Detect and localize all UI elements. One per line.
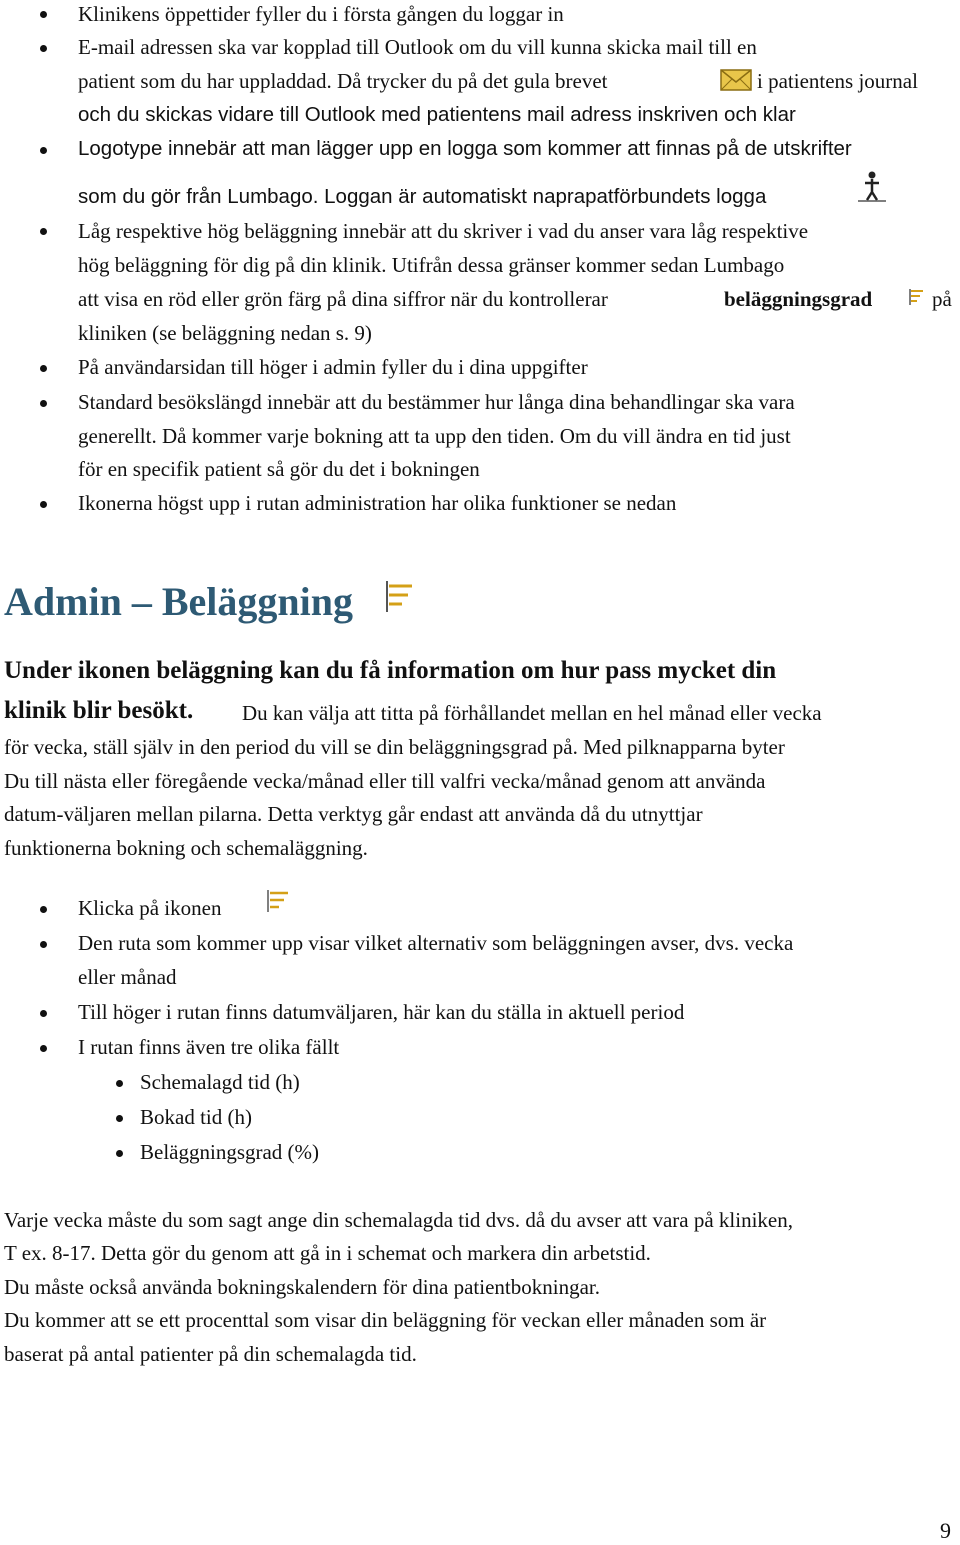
bullet-text: för en specifik patient så gör du det i bokningen [78,457,480,481]
intro-bold-line: Under ikonen beläggning kan du få information om hur pass mycket din [4,657,777,684]
bullet [40,501,47,508]
bullet-text: och du skickas vidare till Outlook med patientens mail adress inskriven och klar [78,103,796,126]
outro-text: Du måste också använda bokningskalendern för dina patientbokningar. [4,1275,600,1299]
bullet-text-bold: beläggningsgrad [724,287,873,311]
bullet [40,228,47,235]
intro-text: Du kan välja att titta på förhållandet mellan en hel månad eller vecka [242,701,822,725]
intro-text: datum-väljaren mellan pilarna. Detta verktyg går endast att använda då du utnyttjar [4,802,703,826]
bullet [40,1045,47,1052]
bullet [40,400,47,407]
bullet [40,365,47,372]
bullet-text: På användarsidan till höger i admin fyller du i dina uppgifter [78,355,588,379]
bullet [40,1010,47,1017]
bullet-text: Klicka på ikonen [78,896,222,920]
bullet-text: i patientens journal [757,69,918,93]
section-heading: Admin – Beläggning [4,579,353,624]
bullet-text: Ikonerna högst upp i rutan administration har olika funktioner se nedan [78,491,677,515]
bullet-text: patient som du har uppladdad. Då trycker du på det gula brevet [78,69,608,93]
sub-bullet [116,1080,123,1087]
intro-bold-line: klinik blir besökt. [4,697,194,724]
occupancy-icon [384,580,418,614]
outro-text: Varje vecka måste du som sagt ange din schemalagda tid dvs. då du avser att vara på kliniken, [4,1208,793,1232]
naprapat-logo-icon [856,170,888,204]
bullet-text: hög beläggning för dig på din klinik. Utifrån dessa gränser kommer sedan Lumbago [78,253,785,277]
bullet-text: Klinikens öppettider fyller du i första gången du loggar in [78,2,564,26]
bullet-text: eller månad [78,965,177,989]
bullet-text: Den ruta som kommer upp visar vilket alternativ som beläggningen avser, dvs. vecka [78,931,794,955]
bullet-text: Till höger i rutan finns datumväljaren, här kan du ställa in aktuell period [78,1000,685,1024]
outro-text: Du kommer att se ett procenttal som visar din beläggning för veckan eller månaden som är [4,1308,767,1332]
sub-bullet [116,1115,123,1122]
occupancy-icon [266,889,292,913]
bullet [40,906,47,913]
bullet-text: E-mail adressen ska var kopplad till Outlook om du vill kunna skicka mail till en [78,35,757,59]
bullet-text: att visa en röd eller grön färg på dina siffror när du kontrollerar [78,287,608,311]
intro-text: Du till nästa eller föregående vecka/månad eller till valfri vecka/månad genom att använda [4,769,766,793]
bullet-text: generellt. Då kommer varje bokning att ta upp den tiden. Om du vill ändra en tid just [78,424,791,448]
bullet [40,11,47,18]
bullet-text: kliniken (se beläggning nedan s. 9) [78,321,372,345]
bullet [40,45,47,52]
bullet [40,147,47,154]
sub-bullet [116,1150,123,1157]
outro-text: baserat på antal patienter på din schemalagda tid. [4,1342,417,1366]
bullet-text: Logotype innebär att man lägger upp en logga som kommer att finnas på de utskrifter [78,137,852,160]
intro-text: för vecka, ställ själv in den period du vill se din beläggningsgrad på. Med pilknapparna byter [4,735,785,759]
bullet [40,941,47,948]
bullet-text: Låg respektive hög beläggning innebär att du skriver i vad du anser vara låg respektive [78,219,809,243]
outro-text: T ex. 8-17. Detta gör du genom att gå in i schemat och markera din arbetstid. [4,1241,651,1265]
bullet-text: I rutan finns även tre olika fällt [78,1035,340,1059]
page-number: 9 [940,1518,951,1543]
envelope-icon [720,68,752,92]
sub-bullet-text: Bokad tid (h) [140,1105,252,1129]
sub-bullet-text: Schemalagd tid (h) [140,1070,300,1094]
bullet-text: Standard besökslängd innebär att du bestämmer hur långa dina behandlingar ska vara [78,390,795,414]
bullet-text: på [932,287,952,311]
intro-text: funktionerna bokning och schemaläggning. [4,836,368,860]
occupancy-icon [908,288,926,306]
sub-bullet-text: Beläggningsgrad (%) [140,1140,320,1164]
bullet-text: som du gör från Lumbago. Loggan är automatiskt naprapatförbundets logga [78,185,767,208]
